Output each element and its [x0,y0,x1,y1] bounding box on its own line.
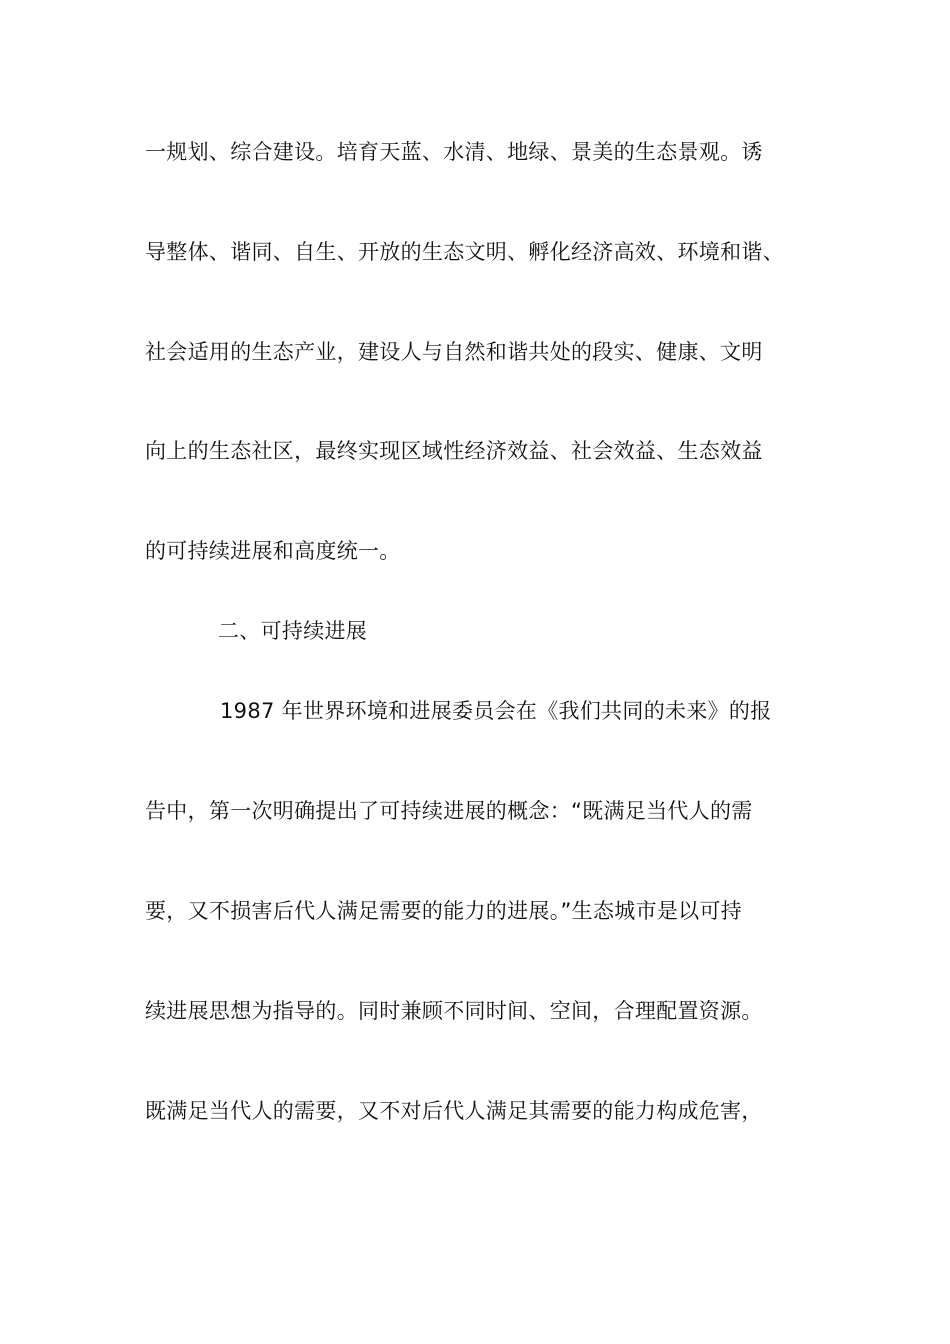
section-paragraph-line-4: 续进展思想为指导的。同时兼顾不同时间、空间，合理配置资源。 [145,999,763,1023]
section-heading: 二、可持续进展 [218,619,368,643]
paragraph-line-5: 的可持续进展和高度统一。 [145,539,401,563]
paragraph-line-4: 向上的生态社区，最终实现区域性经济效益、社会效益、生态效益 [145,439,763,463]
section-paragraph-line-2: 告中，第一次明确提出了可持续进展的概念：“既满足当代人的需 [145,799,753,823]
section-paragraph-line-1: 1987 年世界环境和进展委员会在《我们共同的未来》的报 [220,699,772,723]
section-paragraph-line-5: 既满足当代人的需要，又不对后代人满足其需要的能力构成危害， [145,1099,763,1123]
paragraph-line-1: 一规划、综合建设。培育天蓝、水清、地绿、景美的生态景观。诱 [145,140,763,164]
paragraph-line-2: 导整体、谐同、自生、开放的生态文明、孵化经济高效、环境和谐、 [145,240,784,264]
paragraph-line-3: 社会适用的生态产业，建设人与自然和谐共处的段实、健康、文明 [145,340,763,364]
section-paragraph-line-3: 要，又不损害后代人满足需要的能力的进展。”生态城市是以可持 [145,899,743,923]
